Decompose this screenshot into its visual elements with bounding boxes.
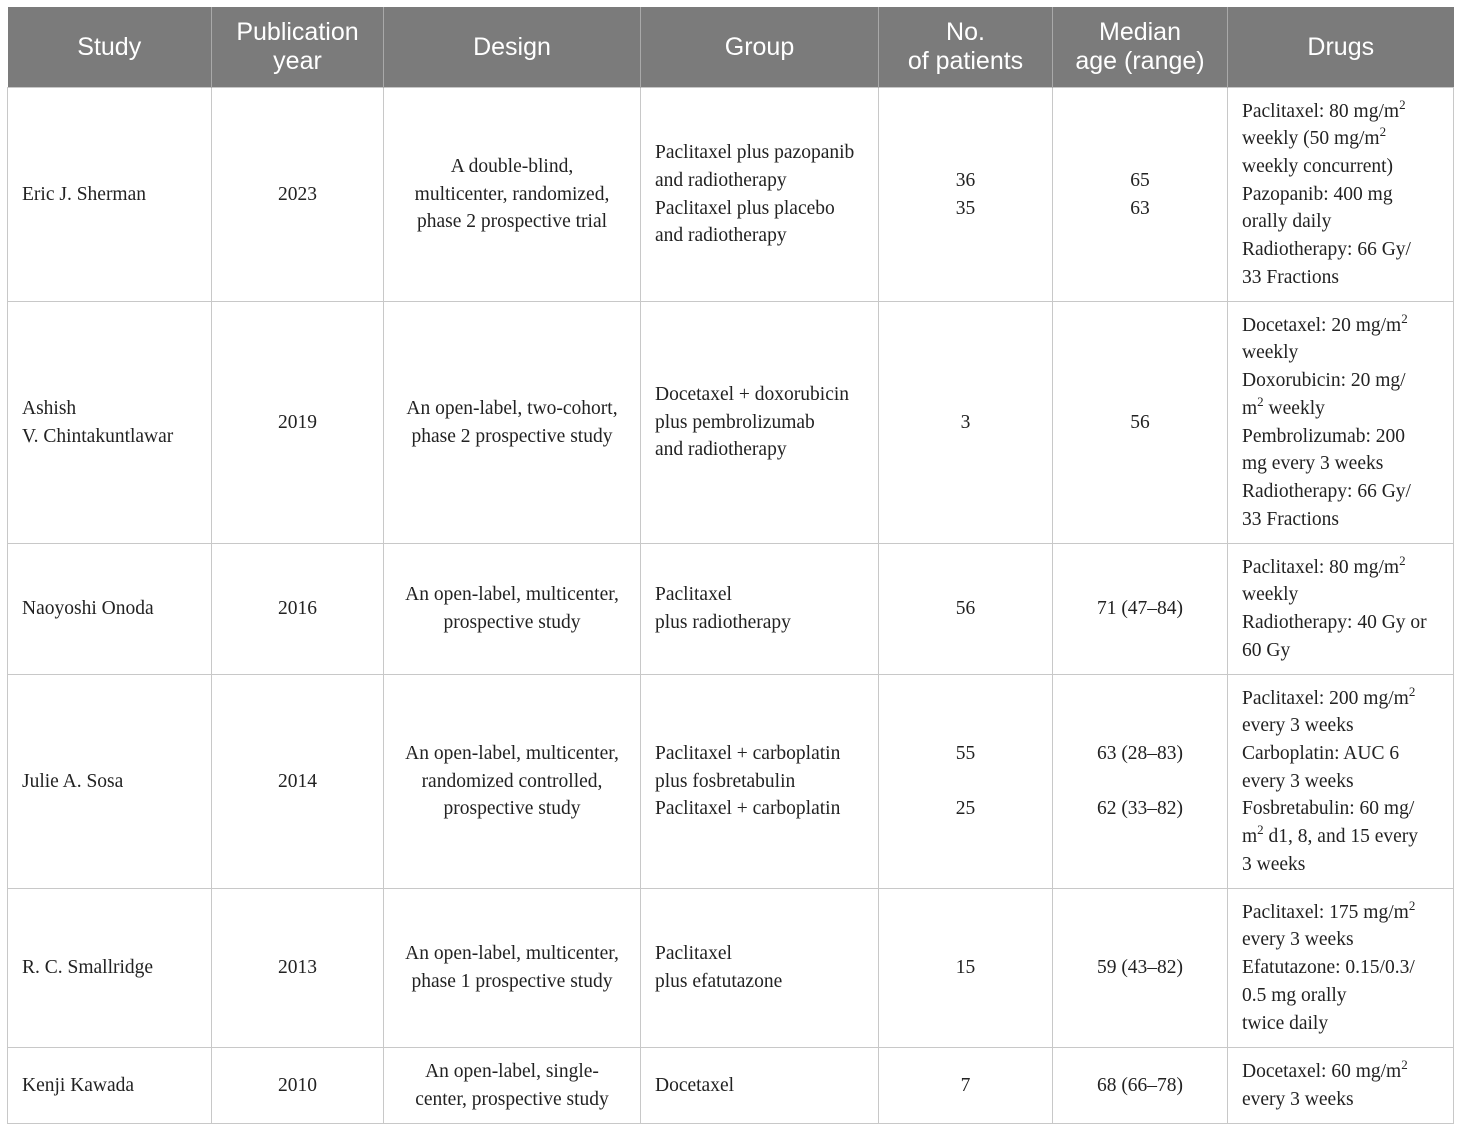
drug-line: Radiotherapy: 66 Gy/ (1242, 480, 1411, 502)
cell-no-of-patients: 7 (879, 1048, 1053, 1124)
drug-line: Pembrolizumab: 200 (1242, 425, 1406, 447)
cell-design: A double-blind, multicenter, randomized, phase 2 prospective trial (384, 88, 641, 302)
cell-median-age: 56 (1053, 302, 1228, 544)
cell-publication-year: 2016 (212, 544, 384, 675)
cell-drugs (1228, 302, 1454, 544)
cell-publication-year: 2013 (212, 889, 384, 1048)
header-design: Design (384, 7, 641, 88)
cell-study: Julie A. Sosa (8, 675, 212, 889)
cell-no-of-patients: 55 25 (879, 675, 1053, 889)
table-row (8, 544, 1454, 675)
cell-median-age: 68 (66–78) (1053, 1048, 1228, 1124)
drug-line: orally daily (1242, 211, 1332, 233)
cell-publication-year: 2014 (212, 675, 384, 889)
cell-design: An open-label, two-cohort, phase 2 prospective study (384, 302, 641, 544)
table-row (8, 889, 1454, 1048)
header-row (8, 7, 1454, 88)
drug-line: Docetaxel: 20 $mg/m^2$ (1242, 310, 1408, 336)
cell-group: Docetaxel + doxorubicin plus pembrolizumab and radiotherapy (641, 302, 879, 544)
drug-line: $m^2$ weekly (1242, 393, 1325, 419)
drug-line: 33 Fractions (1242, 508, 1339, 530)
cell-no-of-patients: 36 35 (879, 88, 1053, 302)
cell-publication-year: 2010 (212, 1048, 384, 1124)
cell-study: R. C. Smallridge (8, 889, 212, 1048)
drug-line: Docetaxel: 60 $mg/m^2$ (1242, 1056, 1408, 1082)
header-publication-year: Publication year (212, 7, 384, 88)
drug-line: twice daily (1242, 1012, 1329, 1034)
cell-group: Paclitaxel + carboplatin plus fosbretabulin Paclitaxel + carboplatin (641, 675, 879, 889)
header-no-of-patients: No. of patients (879, 7, 1053, 88)
table-row (8, 1048, 1454, 1124)
cell-design: An open-label, multicenter, randomized controlled, prospective study (384, 675, 641, 889)
drug-line: every 3 weeks (1242, 715, 1354, 737)
cell-median-age: 63 (28–83) 62 (33–82) (1053, 675, 1228, 889)
cell-median-age: 71 (47–84) (1053, 544, 1228, 675)
drug-line: weekly (50 $mg/m^2$ (1242, 124, 1387, 150)
drug-line: Radiotherapy: 66 Gy/ (1242, 239, 1411, 261)
drug-line: Fosbretabulin: 60 mg/ (1242, 798, 1415, 820)
drug-line: Efatutazone: 0.15/0.3/ (1242, 957, 1415, 979)
cell-drugs (1228, 675, 1454, 889)
cell-drugs (1228, 1048, 1454, 1124)
header-group: Group (641, 7, 879, 88)
drug-line: $m^2$ d1, 8, and 15 every (1242, 822, 1419, 848)
cell-group: Paclitaxel plus pazopanib and radiotherapy Paclitaxel plus placebo and radiotherapy (641, 88, 879, 302)
drug-line: Pazopanib: 400 mg (1242, 183, 1393, 205)
drug-line: weekly (1242, 342, 1299, 364)
drug-line: every 3 weeks (1242, 929, 1354, 951)
drug-line: 3 weeks (1242, 853, 1306, 875)
cell-no-of-patients: 56 (879, 544, 1053, 675)
header-study: Study (8, 7, 212, 88)
drug-line: every 3 weeks (1242, 1088, 1354, 1110)
cell-drugs (1228, 889, 1454, 1048)
cell-publication-year: 2019 (212, 302, 384, 544)
table-row (8, 88, 1454, 302)
drug-line: 33 Fractions (1242, 266, 1339, 288)
header-median-age: Median age (range) (1053, 7, 1228, 88)
drug-line: weekly concurrent) (1242, 155, 1394, 177)
cell-no-of-patients: 15 (879, 889, 1053, 1048)
cell-study: Eric J. Sherman (8, 88, 212, 302)
cell-design: An open-label, multicenter, prospective study (384, 544, 641, 675)
cell-design: An open-label, multicenter, phase 1 prospective study (384, 889, 641, 1048)
drug-line: Carboplatin: AUC 6 (1242, 742, 1400, 764)
cell-median-age: 65 63 (1053, 88, 1228, 302)
drug-line: Paclitaxel: 200 $mg/m^2$ (1242, 683, 1416, 709)
drug-line: 0.5 mg orally (1242, 984, 1347, 1006)
drug-line: Doxorubicin: 20 mg/ (1242, 370, 1406, 392)
cell-drugs (1228, 544, 1454, 675)
cell-group: Paclitaxel plus efatutazone (641, 889, 879, 1048)
cell-median-age: 59 (43–82) (1053, 889, 1228, 1048)
cell-study: Kenji Kawada (8, 1048, 212, 1124)
drug-line: Paclitaxel: 80 $mg/m^2$ (1242, 552, 1406, 578)
cell-design: An open-label, single- center, prospective study (384, 1048, 641, 1124)
clinical-trials-table (7, 7, 1454, 1124)
drug-line: Paclitaxel: 80 $mg/m^2$ (1242, 96, 1406, 122)
table-row (8, 675, 1454, 889)
drug-line: 60 Gy (1242, 639, 1291, 661)
drug-line: weekly (1242, 584, 1299, 606)
cell-publication-year: 2023 (212, 88, 384, 302)
cell-group: Docetaxel (641, 1048, 879, 1124)
drug-line: mg every 3 weeks (1242, 453, 1384, 475)
drug-line: Radiotherapy: 40 Gy or (1242, 612, 1427, 633)
cell-no-of-patients: 3 (879, 302, 1053, 544)
cell-drugs (1228, 88, 1454, 302)
header-drugs: Drugs (1228, 7, 1454, 88)
cell-group: Paclitaxel plus radiotherapy (641, 544, 879, 675)
drug-line: every 3 weeks (1242, 770, 1354, 792)
drug-line: Paclitaxel: 175 $mg/m^2$ (1242, 897, 1416, 923)
table-row (8, 302, 1454, 544)
cell-study: Naoyoshi Onoda (8, 544, 212, 675)
cell-study: Ashish V. Chintakuntlawar (8, 302, 212, 544)
